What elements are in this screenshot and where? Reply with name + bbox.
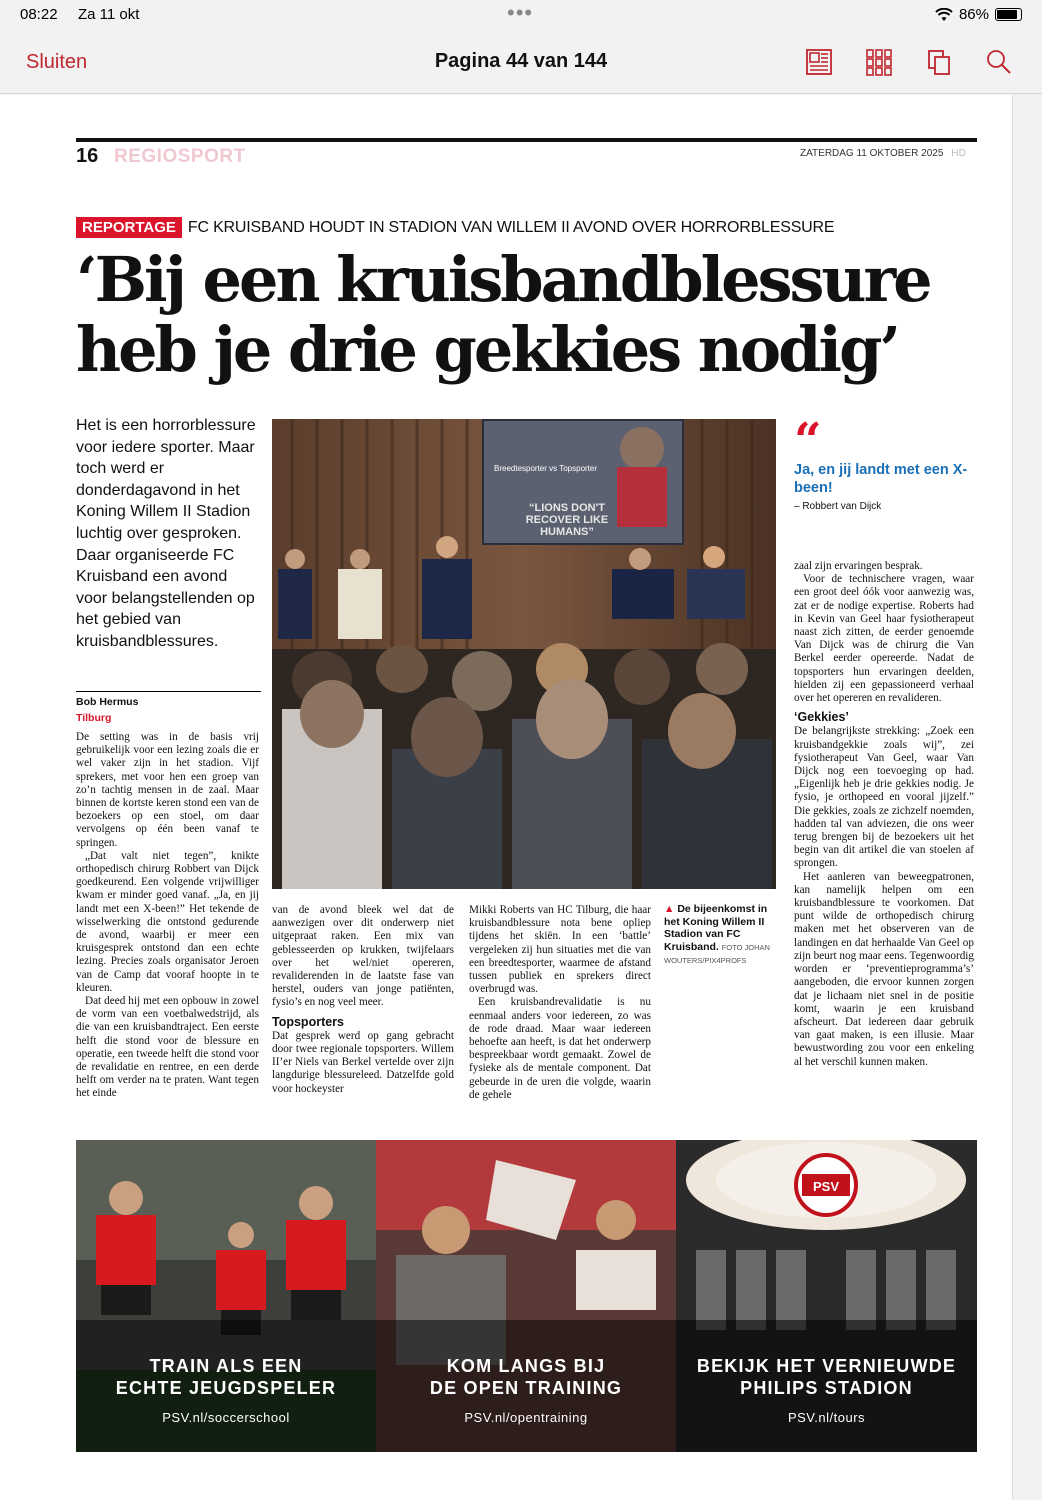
ad-link-soccerschool[interactable]: PSV.nl/soccerschool	[162, 1410, 290, 1425]
paragraph: „Dat valt niet tegen”, knikte orthopedisch chirurg Robbert van Dijck goedkeurend. Een volgende vrijwilliger kwam er minder goed vanaf. „Ja, en jij landt met een X-been!” Het tekende de wisselwerking die ontstond gedurende de avond, waarbij er meer een kruisgesprek ontstond dan een echte lezing. Precies zoals organisator Jeroen van de Camp dat vooraf hoopte in te kleuren.	[76, 849, 259, 994]
body-column-1	[76, 731, 259, 1101]
photo-credit: FOTO JOHAN WOUTERS/PIX4PROFS	[664, 942, 770, 965]
caption-marker-icon: ▲	[664, 903, 675, 915]
paper-mark: HD	[951, 148, 966, 159]
page-grid-icon[interactable]	[864, 48, 898, 76]
paragraph: De setting was in de basis vrij gebruikelijk voor een lezing zoals die er wel vaker zijn in het stadion. Vijf sprekers, met voor hen een groep van zo’n tachtig mensen in de zaal. Maar binnen de kortste keren stond een van de bezoekers op een stoel, om daar vervolgens op één been vanaf te springen.	[76, 731, 259, 849]
headline-line-1: ‘Bij een kruisbandblessure	[76, 243, 930, 316]
ad-headline-1: TRAIN ALS EEN ECHTE JEUGDSPELER	[115, 1356, 337, 1398]
newspaper-page[interactable]	[0, 95, 1012, 1500]
toolbar-actions	[804, 48, 1018, 76]
article-view-icon[interactable]	[804, 48, 838, 76]
paragraph: zaal zijn ervaringen besprak.	[794, 560, 923, 572]
caption-text: De bijeenkomst in het Koning Willem II Stadion van FC Kruisband.	[664, 903, 768, 953]
paragraph: Voor de technischere vragen, waar een groot deel óók voor aanwezig was, zat er de nodige expertise. Roberts had in Kevin van Geel haar fysiotherapeut naast zich zitten, de eerder genoemde Van Dijck was de chirurg die Van Berkel eerder opereerde. Nadat de topsporters hun ervaringen deelden, hielden zij een gepassioneerd verhaal over het opereren en revalideren.	[794, 573, 974, 705]
body-column-4	[794, 560, 974, 1069]
headline-line-2: heb je drie gekkies nodig’	[76, 313, 898, 386]
screen-label: Breedtesporter vs Topsporter	[494, 464, 598, 473]
quote-text: Ja, en jij landt met een X-been!	[794, 462, 968, 496]
paragraph: Dat deed hij met een opbouw in zowel de vorm van een voetbalwedstrijd, als die van een kruisbandtraject. Een eerste helft die stond voor de blessure en operatie, een tweede helft die stond voor de revalidatie en rentree, en een derde helft om verder na te praten. Want tegen het einde	[76, 995, 259, 1100]
battery-percent: 86%	[958, 6, 989, 23]
article-photo[interactable]	[272, 419, 776, 889]
clock: 08:22	[20, 6, 58, 23]
page-number: 16	[76, 145, 99, 167]
intro-text: Het is een horrorblessure voor iedere sporter. Maar toch werd er donderdagavond in het Koning Willem II Stadion luchtig over gesproken. Daar organiseerde FC Kruisband een avond voor belangstellenden op het gebied van kruisbandblessures.	[76, 417, 256, 650]
location: Tilburg	[76, 712, 112, 724]
kicker-text: FC KRUISBAND HOUDT IN STADION VAN WILLEM II AVOND OVER HORRORBLESSURE	[187, 218, 835, 236]
ad-link-tours[interactable]: PSV.nl/tours	[787, 1410, 866, 1425]
screen-quote-3: HUMANS”	[540, 526, 594, 538]
photo-caption	[664, 903, 772, 968]
page-date: ZATERDAG 11 OKTOBER 2025 HD	[800, 148, 966, 159]
status-right	[935, 6, 1022, 23]
psv-logo-icon	[796, 1155, 856, 1215]
paragraph: De belangrijkste strekking: „Zoek een kruisbandgekkie zoals wij”, zei fysiotherapeut Van Geel, waar Van Dijck nog een toevoeging op had. „Eigenlijk heb je drie gekkies nodig. Je fysio, je orthopeed en vooral jijzelf.” Die gekkies, zoals ze zichzelf noemden, hadden tal van adviezen, die ons weer terug brengen bij de bezoekers uit het begin van dit artikel die van stoelen af sprongen.	[794, 725, 974, 870]
multitask-dots[interactable]: •••	[507, 0, 534, 25]
quote-attribution: – Robbert van Dijck	[794, 501, 882, 512]
body-column-2	[272, 904, 454, 1096]
quote-mark-icon: “	[794, 413, 822, 469]
subheading-topsporters: Topsporters	[272, 1014, 344, 1029]
status-date: Za 11 okt	[78, 6, 140, 23]
paragraph: Een kruisbandrevalidatie is nu eenmaal anders voor iedereen, zo was de rode draad. Maar waar iedereen behoefte aan heeft, is dat het onderwerp bespreekbaar wordt gemaakt. Zowel de fysieke als de mentale component. Dat gebeurde in de uren die volgde, waarin de gehele	[469, 996, 651, 1101]
ad-panel-tours[interactable]	[676, 1140, 977, 1452]
section-title: REGIOSPORT	[114, 146, 246, 167]
psv-logo-text: PSV	[812, 1179, 840, 1194]
screen-quote-2: RECOVER LIKE	[525, 514, 609, 526]
paragraph: Het aanleren van beweegpatronen, kan namelijk helpen om een kruisbandblessure te voorkomen. Dat punt wilde de orthopedisch chirurg maken met het observeren van de landingen en dat herhaalde Van Geel op zijn beurt nog maar eens. Tegenwoordig worden er ‘preventieprogramma’s’ aangeboden, die ervoor kunnen zorgen dat je lichaam niet snel in de positie komt, waarin je een kruisband afscheurt. Dat iedereen daar gebruik van gaat maken, is een illusie. Maar bewustwording zou voor een enkeling al het verschil kunnen maken.	[794, 870, 974, 1068]
psv-advertisement[interactable]	[76, 1140, 977, 1452]
ad-panel-soccerschool[interactable]	[76, 1140, 376, 1452]
subheading-gekkies: ‘Gekkies’	[794, 710, 849, 725]
paragraph: Dat gesprek werd op gang gebracht door twee regionale topsporters. Willem II’er Niels van Berkel vertelde over zijn langdurige blessureleed. Datzelfde gold voor hockeyster	[272, 1029, 454, 1095]
paragraph: van de avond bleek wel dat de aanwezigen over dit onderwerp niet uitgepraat raken. Een mix van geblesseerden op krukken, twijfelaars over het wel/niet opereren, revaliderenden in de laatste fase van herstel, ouders van jonge patiënten, fysio’s en nog veel meer.	[272, 904, 454, 1009]
ad-panel-opentraining[interactable]	[376, 1140, 676, 1452]
screen-quote-1: “LIONS DON'T	[529, 502, 605, 514]
body-column-3	[469, 904, 651, 1102]
side-gutter	[1012, 95, 1042, 1500]
reportage-tag: REPORTAGE	[76, 217, 182, 238]
headline	[76, 245, 986, 385]
ad-headline-2: KOM LANGS BIJ DE OPEN TRAINING	[429, 1356, 623, 1398]
header-rule	[76, 138, 977, 142]
byline	[76, 691, 261, 726]
close-button[interactable]: Sluiten	[26, 51, 88, 73]
paragraph: Mikki Roberts van HC Tilburg, die haar kruisbandblessure nota bene opliep tijdens het skiën. In een ‘battle’ vergeleken zij hun situaties met die van een breedtesporter, waarmee de afstand tussen publiek en sprekers direct overbrugd was.	[469, 904, 651, 996]
page-indicator: Pagina 44 van 144	[434, 50, 608, 72]
author: Bob Hermus	[76, 696, 139, 708]
search-icon[interactable]	[984, 48, 1018, 76]
wifi-icon	[935, 8, 953, 22]
pull-quote	[794, 413, 974, 512]
kicker	[76, 217, 834, 238]
copy-pages-icon[interactable]	[924, 48, 958, 76]
battery-icon	[995, 8, 1022, 21]
status-bar	[0, 0, 1042, 30]
ad-link-opentraining[interactable]: PSV.nl/opentraining	[464, 1410, 588, 1425]
reader-toolbar	[0, 30, 1042, 94]
ad-headline-3: BEKIJK HET VERNIEUWDE PHILIPS STADION	[696, 1356, 957, 1398]
